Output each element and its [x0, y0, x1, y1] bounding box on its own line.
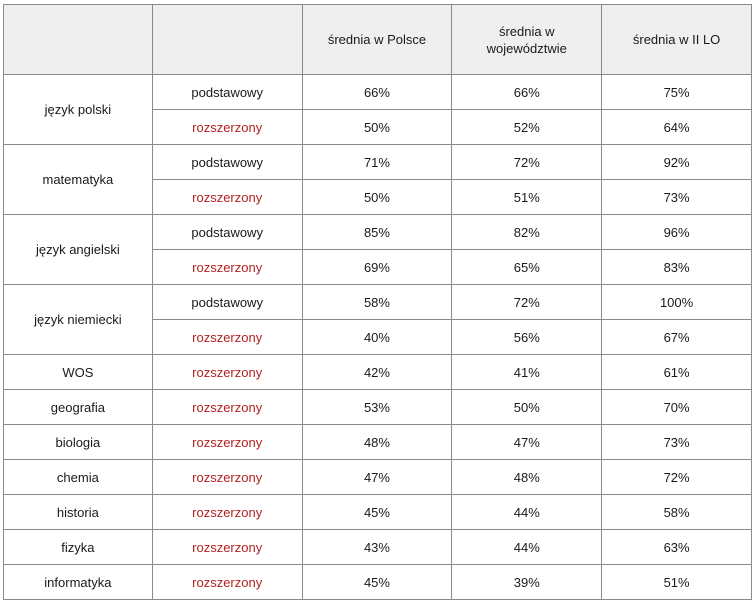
subject-cell: biologia — [4, 425, 153, 460]
avg-voivodeship-cell: 82% — [452, 215, 602, 250]
avg-poland-cell: 85% — [302, 215, 452, 250]
avg-school-cell: 92% — [602, 145, 752, 180]
table-row — [4, 495, 752, 530]
avg-voivodeship-cell: 39% — [452, 565, 602, 600]
table-body — [4, 75, 752, 600]
subject-cell: chemia — [4, 460, 153, 495]
header-avg-school-label: średnia w II LO — [632, 32, 721, 47]
table-row — [4, 355, 752, 390]
subject-cell: fizyka — [4, 530, 153, 565]
avg-poland-cell: 48% — [302, 425, 452, 460]
subject-cell: WOS — [4, 355, 153, 390]
header-level — [152, 5, 302, 75]
avg-poland-cell: 50% — [302, 180, 452, 215]
level-cell: rozszerzony — [152, 320, 302, 355]
avg-school-cell: 61% — [602, 355, 752, 390]
level-cell: podstawowy — [152, 145, 302, 180]
level-cell: rozszerzony — [152, 355, 302, 390]
avg-poland-cell: 47% — [302, 460, 452, 495]
avg-voivodeship-cell: 52% — [452, 110, 602, 145]
avg-poland-cell: 43% — [302, 530, 452, 565]
avg-voivodeship-cell: 44% — [452, 530, 602, 565]
avg-voivodeship-cell: 72% — [452, 285, 602, 320]
level-cell: podstawowy — [152, 75, 302, 110]
avg-poland-cell: 66% — [302, 75, 452, 110]
level-cell: rozszerzony — [152, 495, 302, 530]
avg-school-cell: 70% — [602, 390, 752, 425]
table-row — [4, 390, 752, 425]
subject-cell: matematyka — [4, 145, 153, 215]
level-cell: podstawowy — [152, 215, 302, 250]
level-cell: rozszerzony — [152, 460, 302, 495]
avg-school-cell: 67% — [602, 320, 752, 355]
avg-voivodeship-cell: 56% — [452, 320, 602, 355]
avg-voivodeship-cell: 48% — [452, 460, 602, 495]
table-row — [4, 460, 752, 495]
avg-school-cell: 64% — [602, 110, 752, 145]
header-avg-poland — [302, 5, 452, 75]
avg-school-cell: 58% — [602, 495, 752, 530]
avg-poland-cell: 53% — [302, 390, 452, 425]
table-row — [4, 530, 752, 565]
avg-voivodeship-cell: 50% — [452, 390, 602, 425]
subject-cell: język polski — [4, 75, 153, 145]
level-cell: rozszerzony — [152, 110, 302, 145]
subject-cell: język angielski — [4, 215, 153, 285]
level-cell: rozszerzony — [152, 530, 302, 565]
avg-school-cell: 75% — [602, 75, 752, 110]
avg-voivodeship-cell: 47% — [452, 425, 602, 460]
avg-voivodeship-cell: 65% — [452, 250, 602, 285]
level-cell: rozszerzony — [152, 565, 302, 600]
subject-cell: historia — [4, 495, 153, 530]
subject-cell: informatyka — [4, 565, 153, 600]
avg-voivodeship-cell: 72% — [452, 145, 602, 180]
level-cell: rozszerzony — [152, 390, 302, 425]
header-avg-voivodeship-label: średnia w województwie — [486, 23, 567, 56]
table-row — [4, 145, 752, 180]
avg-school-cell: 96% — [602, 215, 752, 250]
table-row — [4, 565, 752, 600]
table-row — [4, 285, 752, 320]
header-avg-voivodeship — [452, 5, 602, 75]
avg-poland-cell: 58% — [302, 285, 452, 320]
avg-voivodeship-cell: 51% — [452, 180, 602, 215]
avg-school-cell: 63% — [602, 530, 752, 565]
subject-cell: język niemiecki — [4, 285, 153, 355]
header-avg-poland-label: średnia w Polsce — [327, 32, 427, 47]
subject-cell: geografia — [4, 390, 153, 425]
table-row — [4, 215, 752, 250]
avg-voivodeship-cell: 66% — [452, 75, 602, 110]
level-cell: rozszerzony — [152, 250, 302, 285]
avg-school-cell: 100% — [602, 285, 752, 320]
avg-poland-cell: 40% — [302, 320, 452, 355]
avg-poland-cell: 45% — [302, 495, 452, 530]
avg-school-cell: 72% — [602, 460, 752, 495]
level-cell: podstawowy — [152, 285, 302, 320]
avg-school-cell: 51% — [602, 565, 752, 600]
header-avg-school — [602, 5, 752, 75]
header-subject — [4, 5, 153, 75]
avg-school-cell: 83% — [602, 250, 752, 285]
table-row — [4, 75, 752, 110]
exam-results-table — [3, 4, 752, 600]
header-row — [4, 5, 752, 75]
avg-poland-cell: 45% — [302, 565, 452, 600]
avg-voivodeship-cell: 44% — [452, 495, 602, 530]
avg-poland-cell: 71% — [302, 145, 452, 180]
avg-poland-cell: 50% — [302, 110, 452, 145]
level-cell: rozszerzony — [152, 425, 302, 460]
level-cell: rozszerzony — [152, 180, 302, 215]
avg-poland-cell: 42% — [302, 355, 452, 390]
avg-school-cell: 73% — [602, 425, 752, 460]
avg-school-cell: 73% — [602, 180, 752, 215]
table-row — [4, 425, 752, 460]
avg-poland-cell: 69% — [302, 250, 452, 285]
avg-voivodeship-cell: 41% — [452, 355, 602, 390]
